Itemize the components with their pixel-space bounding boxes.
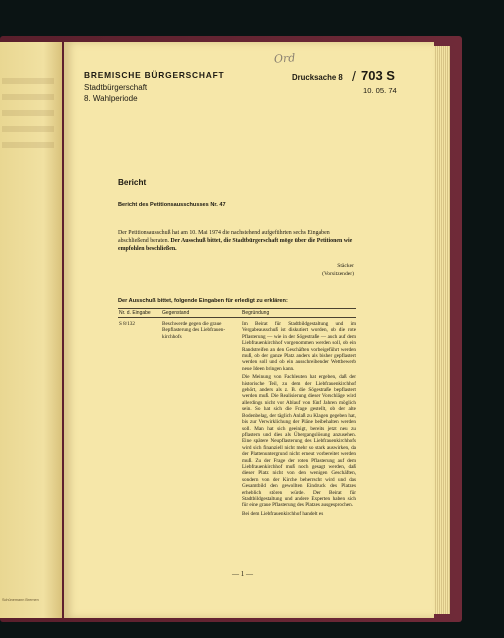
left-page-footer: Schünemann Bremen	[2, 598, 39, 602]
left-page-bleed-line	[2, 94, 54, 100]
committee-report-title: Bericht des Petitionsausschusses Nr. 47	[118, 202, 226, 208]
petition-table	[118, 308, 356, 519]
document-title: Bericht	[118, 178, 147, 187]
cell-petition-number: S 8/132	[119, 321, 135, 327]
header-subject: Gegenstand	[162, 310, 190, 316]
drucksache-separator: /	[352, 68, 356, 84]
parliament-chamber: Stadtbürgerschaft	[84, 83, 148, 92]
left-page-bleed-line	[2, 142, 54, 148]
table-row	[118, 321, 356, 519]
page-stack-edge	[434, 46, 450, 614]
document-date: 10. 05. 74	[363, 86, 397, 95]
document-header	[84, 70, 224, 103]
left-page	[0, 42, 62, 618]
cell-subject: Beschwerde gegen die graue Bepflasterung des Liebfrauenkirchhofs	[162, 321, 226, 340]
cell-reason	[242, 321, 356, 519]
reason-paragraph: Im Beirat für Stadtbildgestaltung und im Vergabeausschuß ist diskutiert worden, ob die rote Pflasterung — wie in der Sögestraße — auch auf dem Liebfrauenkirchhof vorgenommen werden soll, ob ein Randstreifen an den Geschäften vorbeigeführt werden muß, ob der ganze Platz anders als bisher gepflastert werden soll und ob ein ausschreibender Wettbewerb neue Ideen bringen kann.	[242, 321, 356, 372]
organization-name: BREMISCHE BÜRGERSCHAFT	[84, 70, 225, 80]
legislative-period: 8. Wahlperiode	[84, 94, 138, 103]
intro-text: Der Petitionsausschuß hat am 10. Mai 1974 die nachstehend aufgeführten sechs Eingaben abschließend beraten.	[118, 230, 330, 244]
left-page-bleed-line	[2, 126, 54, 132]
signatory-name: Stäcker	[337, 263, 354, 269]
left-page-bleed-line	[2, 78, 54, 84]
drucksache-number: 703 S	[361, 68, 395, 83]
left-page-bleed-line	[2, 110, 54, 116]
document-page	[64, 42, 434, 618]
intro-request: Der Ausschuß bittet, die Stadtbürgerschaft möge über die Petitionen wie empfohlen beschließen.	[118, 237, 353, 252]
drucksache-label: Drucksache 8	[292, 73, 343, 82]
signature-block	[284, 262, 354, 278]
header-reason: Begründung	[242, 310, 270, 316]
signatory-role: (Vorsitzender)	[322, 271, 354, 277]
handwritten-note: Ord	[273, 51, 296, 66]
header-petition-number: Nr. d. Eingabe	[119, 310, 151, 316]
reason-paragraph: Bei dem Liebfrauenkirchhof handelt es	[242, 510, 324, 517]
table-header-row	[118, 308, 356, 318]
reason-paragraph: Die Meinung von Fachleuten hat ergeben, daß der historische Teil, zu dem der Liebfrauenkirchhof gehört, anders als z. B. die Sögestraße bepflastert werden muß. Die Realisierung dieser Vorschläge wird allerdings nicht vor Ablauf von fünf Jahren möglich sein. So hat sich die Frage gestellt, ob der alte Bodenbelag, der täglich Anlaß zu Klagen gegeben hat, bis zur Verwirklichung der Pläne beibehalten werden soll. Man hat sich geeinigt, bereits jetzt neu zu pflastern und dies als Übergangslösung anzusehen. Eine spätere Neupflasterung des Liebfrauenkirchhofs wird sich finanziell nicht mehr so stark auswirken, da der Plattenuntergrund nicht erneut vorbereitet werden muß. Zu der Frage der roten Pflasterung auf dem Liebfrauenkirchhof muß noch gesagt werden, daß dieser Platz nicht von den wenigen Geschäften, sondern von der Kirche beherrscht wird und das Gesamtbild den gewollten Eindruck des Platzes erheblich stören würde. Der Beirat für Stadtbildgestaltung und andere Experten haben sich für eine graue Pflasterung des Platzes ausgesprochen.	[242, 374, 356, 509]
request-heading: Der Ausschuß bittet, folgende Eingaben für erledigt zu erklären:	[118, 298, 288, 304]
page-number: — 1 —	[232, 570, 253, 578]
intro-paragraph	[118, 230, 354, 253]
